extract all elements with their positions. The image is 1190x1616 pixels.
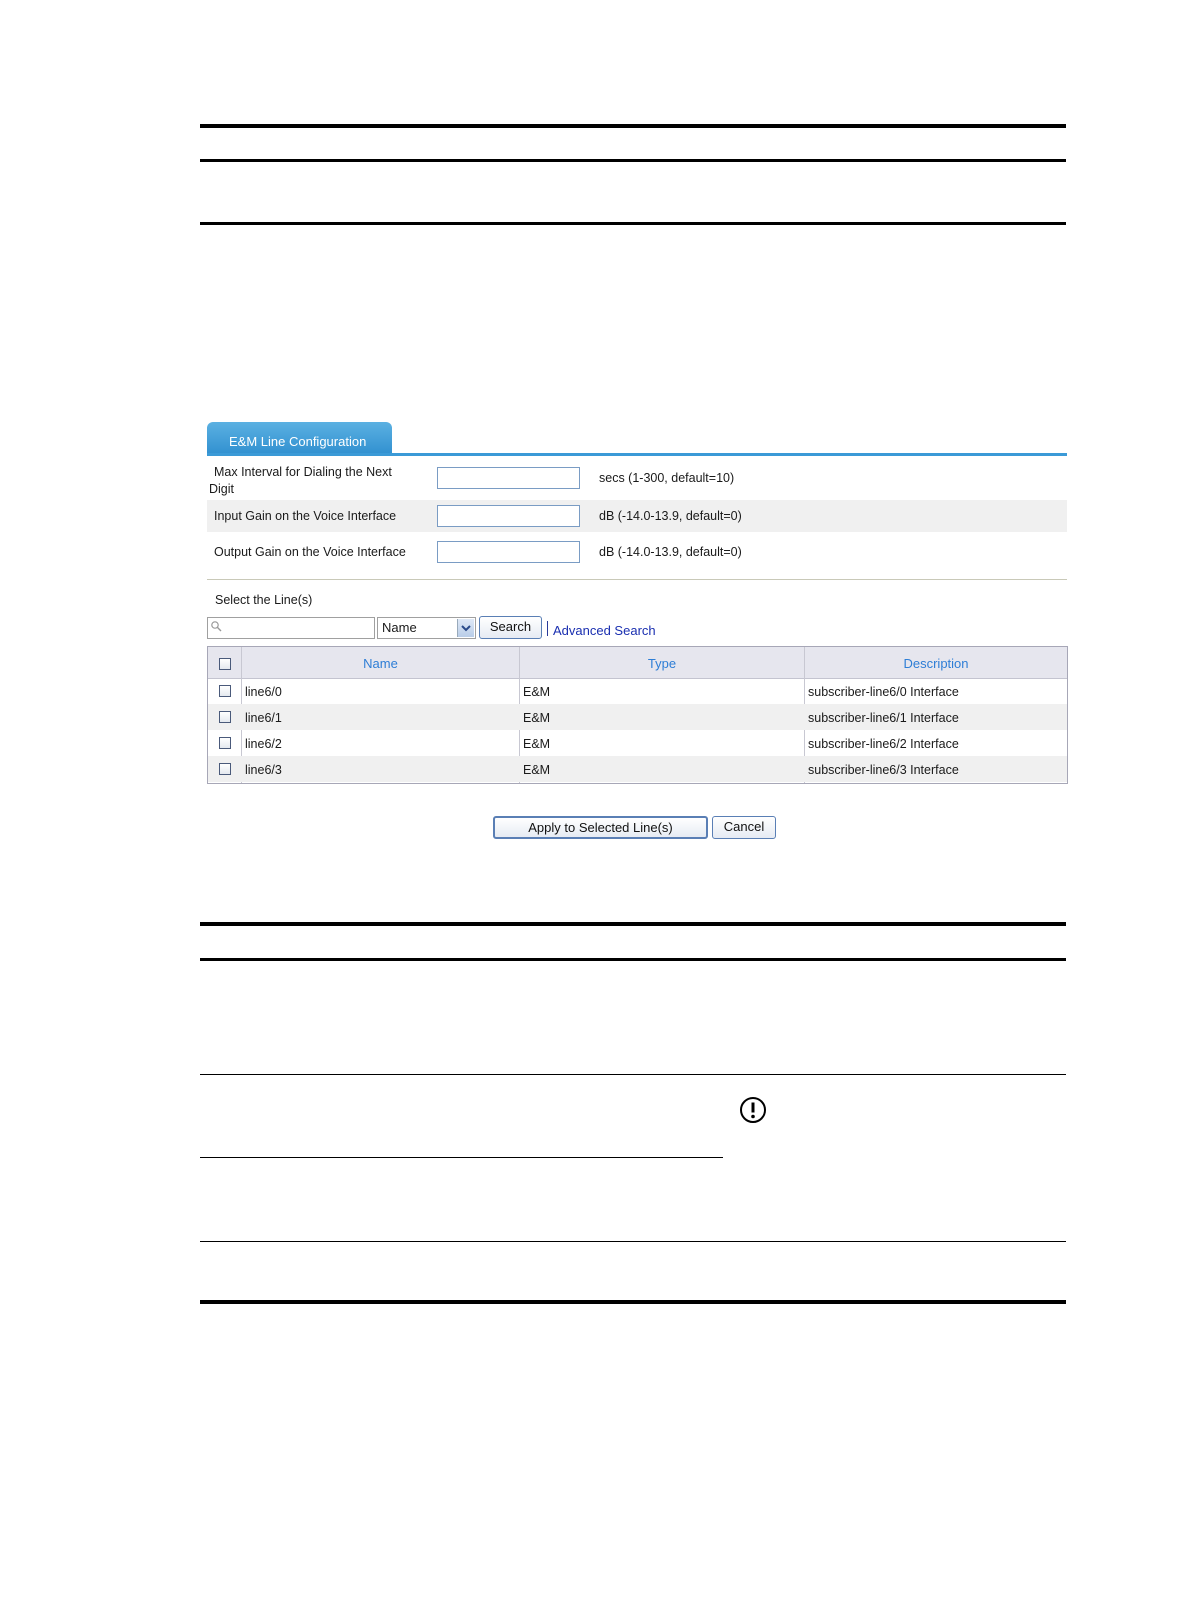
row-checkbox[interactable] (219, 763, 231, 775)
row-checkbox[interactable] (219, 737, 231, 749)
lines-table (207, 646, 1068, 784)
row-checkbox[interactable] (219, 685, 231, 697)
field-row-max-interval (207, 461, 1067, 497)
cell-description: subscriber-line6/2 Interface (808, 737, 959, 751)
max-interval-input[interactable] (437, 467, 580, 489)
cell-type: E&M (523, 685, 551, 699)
table-header-rule (200, 159, 1066, 162)
input-gain-input[interactable] (437, 505, 580, 527)
link-separator (547, 621, 548, 636)
column-header-description[interactable]: Description (903, 656, 969, 671)
field-label-max-interval: Max Interval for Dialing the Next Digit (209, 465, 392, 496)
important-notice-icon (739, 1096, 767, 1124)
field-hint-output-gain: dB (-14.0-13.9, default=0) (599, 545, 742, 559)
field-row-input-gain (207, 500, 1067, 532)
search-field-select[interactable] (377, 617, 476, 639)
search-field-selected: Name (382, 620, 417, 635)
cell-description: subscriber-line6/3 Interface (808, 763, 959, 777)
search-button[interactable]: Search (479, 616, 542, 639)
output-gain-input[interactable] (437, 541, 580, 563)
table-row[interactable] (208, 678, 1067, 704)
table-row[interactable] (208, 704, 1067, 730)
tab-underline (207, 453, 1067, 456)
column-header-name[interactable]: Name (363, 656, 398, 671)
table2-row-rule (200, 1074, 1066, 1075)
cell-name: line6/3 (245, 763, 282, 777)
table-top-rule (200, 124, 1066, 128)
cell-name: line6/0 (245, 685, 282, 699)
field-hint-max-interval: secs (1-300, default=10) (599, 471, 735, 485)
table2-header-rule (200, 958, 1066, 961)
cell-name: line6/1 (245, 711, 282, 725)
table-row[interactable] (208, 730, 1067, 756)
section-divider (207, 579, 1067, 580)
table2-bottom-rule (200, 1300, 1066, 1304)
search-input-box[interactable] (207, 617, 375, 639)
search-icon (210, 620, 222, 632)
cell-type: E&M (523, 763, 551, 777)
table-row[interactable] (208, 756, 1067, 782)
cell-description: subscriber-line6/0 Interface (808, 685, 959, 699)
cell-name: line6/2 (245, 737, 282, 751)
chevron-down-icon[interactable] (457, 619, 474, 637)
row-checkbox[interactable] (219, 711, 231, 723)
cell-description: subscriber-line6/1 Interface (808, 711, 959, 725)
cancel-button[interactable]: Cancel (712, 816, 776, 839)
table2-row-rule (200, 1241, 1066, 1242)
field-label-input-gain: Input Gain on the Voice Interface (214, 509, 397, 523)
select-lines-label: Select the Line(s) (215, 593, 313, 607)
column-header-type[interactable]: Type (647, 656, 677, 671)
select-all-checkbox[interactable] (219, 658, 231, 670)
tab-em-line-configuration[interactable]: E&M Line Configuration (207, 422, 392, 456)
table-bottom-rule (200, 222, 1066, 225)
search-input[interactable] (224, 619, 376, 639)
cell-type: E&M (523, 737, 551, 751)
field-hint-input-gain: dB (-14.0-13.9, default=0) (599, 509, 742, 523)
cell-type: E&M (523, 711, 551, 725)
table2-top-rule (200, 922, 1066, 926)
table-header (208, 647, 1067, 679)
apply-to-selected-lines-button[interactable]: Apply to Selected Line(s) (493, 816, 708, 839)
field-row-output-gain (207, 536, 1067, 568)
advanced-search-link[interactable]: Advanced Search (553, 623, 656, 638)
field-label-output-gain: Output Gain on the Voice Interface (214, 545, 406, 559)
table2-row-rule-partial (200, 1157, 723, 1158)
